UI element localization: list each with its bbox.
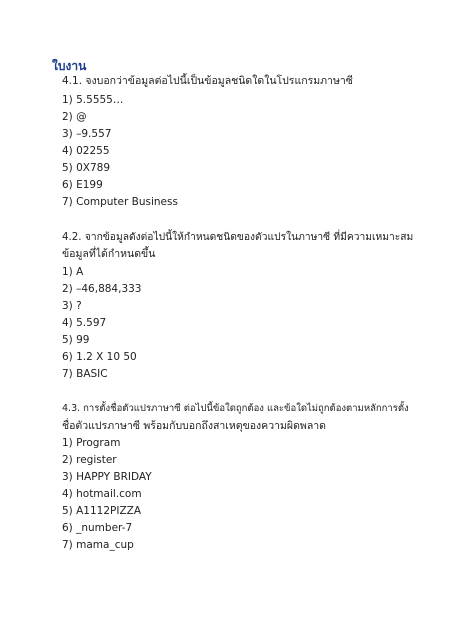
- list-item: 4) 5.597: [62, 317, 107, 329]
- section-4-1-title: 4.1. จงบอกว่าข้อมูลต่อไปนี้เป็นข้อมูลชนิดใดในโปรแกรมภาษาซี: [62, 75, 353, 87]
- list-item: 1) 5.5555…: [62, 94, 124, 106]
- list-item: 6) E199: [62, 179, 103, 191]
- list-item: 5) A1112PIZZA: [62, 505, 142, 517]
- list-item: 6) 1.2 X 10 50: [62, 351, 137, 363]
- list-item: 3) ?: [62, 300, 82, 312]
- list-item: 7) mama_cup: [62, 539, 134, 551]
- list-item: 7) BASIC: [62, 368, 108, 380]
- section-4-3-title-line-2: ชื่อตัวแปรภาษาซี พร้อมกับบอกถึงสาเหตุของความผิดพลาด: [62, 420, 326, 432]
- worksheet-heading: ใบงาน: [52, 59, 87, 73]
- list-item: 4) 02255: [62, 145, 110, 157]
- list-item: 5) 99: [62, 334, 90, 346]
- list-item: 4) hotmail.com: [62, 488, 142, 500]
- section-4-3-title-line-1: 4.3. การตั้งชื่อตัวแปรภาษาซี ต่อไปนี้ข้อใดถูกต้อง และข้อใดไม่ถูกต้องตามหลักการตั้ง: [62, 403, 409, 414]
- section-4-2-title-line-1: 4.2. จากข้อมูลดังต่อไปนี้ให้กำหนดชนิดของตัวแปรในภาษาซี ที่มีความเหมาะสม: [62, 231, 414, 243]
- list-item: 2) register: [62, 454, 117, 466]
- list-item: 6) _number-7: [62, 522, 133, 534]
- list-item: 7) Computer Business: [62, 196, 178, 208]
- list-item: 5) 0X789: [62, 162, 111, 174]
- list-item: 1) Program: [62, 437, 121, 449]
- list-item: 2) @: [62, 111, 87, 123]
- list-item: 3) –9.557: [62, 128, 112, 140]
- list-item: 2) –46,884,333: [62, 283, 142, 295]
- list-item: 3) HAPPY BRIDAY: [62, 471, 152, 483]
- list-item: 1) A: [62, 266, 84, 278]
- section-4-2-title-line-2: ข้อมูลที่ได้กำหนดขึ้น: [62, 248, 156, 260]
